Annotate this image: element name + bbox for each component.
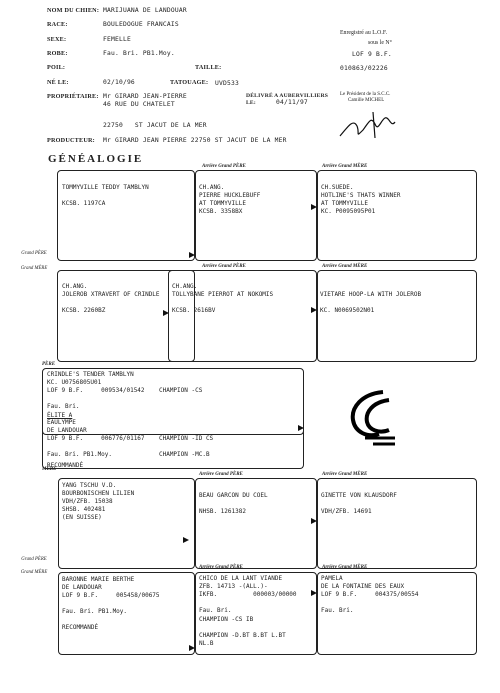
- arrow-icon: [183, 537, 189, 543]
- born-label: NÉ LE:: [47, 79, 69, 86]
- grandfather-text: TOMMYVILLE TEDDY TAMBLYN KCSB. 1197CA: [62, 184, 149, 207]
- ggf-text-4-bottom: CHAMPION -CS IB CHAMPION -D.BT B.BT L.BT NL.B: [199, 616, 286, 647]
- father-elite: ÉLITE A: [47, 412, 73, 419]
- arrow-icon: [311, 204, 317, 210]
- father-lower-text: EAULYMPE DE LANDOUAR LOF 9 B.F. 006776/01167 CHAMPION -ID CS Fau. Bri. PB1.Moy. CHAMPION -MC.B: [47, 419, 214, 458]
- ggm-text-3: GINETTE VON KLAUSDORF VDH/ZFB. 14691: [321, 492, 397, 515]
- owner-line2: 46 RUE DU CHATELET: [103, 101, 175, 108]
- ggm-text-4: PAMELA DE LA FONTAINE DES EAUX LOF 9 B.F. 004375/00554 Fau. Bri.: [321, 575, 419, 614]
- ggf-text-3: BEAU GARCON DU COEL NHSB. 1261382: [199, 492, 268, 515]
- ggm-text-2: VIETARE HOOP-LA WITH JOLEROB KC. N0069502N01: [320, 291, 422, 314]
- grandmother-text: CH.ANG. JOLEROB XTRAVERT OF CRINDLE KCSB. 2260BZ: [62, 283, 160, 314]
- tag-ancestor-mother-3: Arrière Grand MÈRE: [322, 472, 368, 477]
- race-value: BOULEDOGUE FRANCAIS: [103, 21, 179, 28]
- tag-ancestor-mother-2: Arrière Grand MÈRE: [322, 264, 368, 269]
- tag-ancestor-father-3: Arrière Grand PÈRE: [199, 472, 243, 477]
- taille-label: TAILLE:: [195, 64, 222, 71]
- sex-label: SEXE:: [47, 36, 67, 43]
- producer-value: Mr GIRARD JEAN PIERRE 22750 ST JACUT DE LA MER: [103, 137, 287, 144]
- sex-value: FEMELLE: [103, 36, 131, 43]
- tag-ancestor-mother-4: Arrière Grand MÈRE: [322, 565, 368, 570]
- registry-number: 010863/02226: [340, 65, 388, 72]
- owner-label: PROPRIÉTAIRE:: [47, 93, 99, 100]
- tag-ancestor-father-4: Arrière Grand PÈRE: [199, 565, 243, 570]
- ggf-text-4: CHICO DE LA LANT VIANDE ZFB. 14713 -(ALL.)- IKFB. 000003/00000 Fau. Bri.: [199, 575, 297, 614]
- scc-logo: [343, 386, 399, 448]
- ggf-text-1: CH.ANG. PIERRE HUCKLEBUFF AT TOMMYVILLE KCSB. 3358BX: [199, 184, 261, 215]
- name-label: NOM DU CHIEN:: [47, 7, 100, 14]
- owner-line1: Mr GIRARD JEAN-PIERRE: [103, 93, 187, 100]
- registry-line1: Enregistré au L.O.F.: [340, 30, 388, 36]
- genealogy-title: GÉNÉALOGIE: [48, 153, 144, 165]
- side-grand-pere-2: Grand PÈRE: [21, 557, 47, 562]
- president-title: Le Président de la S.C.C.: [340, 92, 391, 97]
- producer-label: PRODUCTEUR:: [47, 137, 95, 144]
- born-date: 02/10/96: [103, 79, 135, 86]
- side-grand-pere: Grand PÈRE: [21, 251, 47, 256]
- tag-ancestor-father-2: Arrière Grand PÈRE: [202, 264, 246, 269]
- father-recommande: RECOMMANDÉ: [47, 462, 84, 469]
- dog-name: MARIJUANA DE LANDOUAR: [103, 7, 187, 14]
- tag-ancestor-mother-1: Arrière Grand MÈRE: [322, 164, 368, 169]
- tattoo-value: UVD533: [215, 80, 239, 87]
- grandmother-m-text: BARONNE MARIE BERTHE DE LANDOUAR LOF 9 B.F. 005458/00675 Fau. Bri. PB1.Moy. RECOMMANDÉ: [62, 576, 160, 631]
- ggm-text-1: CH.SUEDE. HOTLINE'S THATS WINNER AT TOMMYVILLE KC. P0095095P01: [321, 184, 401, 215]
- issued-le-label: LE:: [246, 100, 256, 106]
- tattoo-label: TATOUAGE:: [170, 79, 209, 86]
- race-label: RACE:: [47, 21, 68, 28]
- tag-mother: MÈRE: [42, 467, 57, 472]
- arrow-icon: [311, 518, 317, 524]
- registry-line2: sous le N°: [368, 40, 392, 46]
- issued-date: 04/11/97: [276, 99, 308, 106]
- arrow-icon: [311, 307, 317, 313]
- tag-father: PÈRE: [42, 362, 56, 367]
- robe-value: Fau. Bri. PB1.Moy.: [103, 50, 175, 57]
- tag-ancestor-father-1: Arrière Grand PÈRE: [202, 164, 246, 169]
- side-grand-mere: Grand MÈRE: [20, 266, 48, 271]
- side-grand-mere-2: Grand MÈRE: [20, 570, 48, 575]
- issued-label: DÉLIVRÉ A AUBERVILLIERS: [246, 93, 329, 99]
- ggf-text-2: CH.ANG. TOLLYBANE PIERROT AT NOKOMIS KCSB. 2616BV: [172, 283, 274, 314]
- president-name: Camille MICHEL: [348, 98, 385, 103]
- arrow-icon: [311, 590, 317, 596]
- poil-label: POIL:: [47, 64, 66, 71]
- registry-lof: LOF 9 B.F.: [352, 51, 392, 58]
- owner-line3: 22750 ST JACUT DE LA MER: [103, 122, 207, 129]
- signature: [335, 108, 405, 143]
- arrow-icon: [298, 425, 304, 431]
- father-text: CRINDLE'S TENDER TAMBLYN KC. U0756805U01 LOF 9 B.F. 009534/01542 CHAMPION -CS Fau. Bri.: [47, 371, 203, 410]
- robe-label: ROBE:: [47, 50, 68, 57]
- grandfather-m-text: YANG TSCHU V.D. BOURBONISCHEN LILIEN VDH/ZFB. 15038 SHSB. 402481 (EN SUISSE): [62, 482, 135, 521]
